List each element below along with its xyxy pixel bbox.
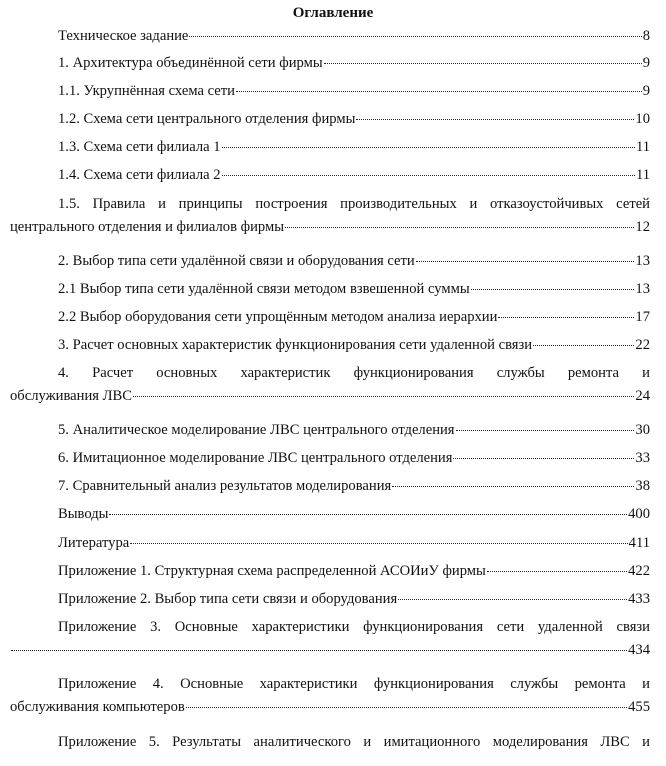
- toc-entry-page: 422: [628, 563, 650, 579]
- dot-leader: [222, 147, 635, 148]
- dot-leader: [324, 63, 642, 64]
- toc-entry-text: обслуживания компьютеров: [10, 699, 185, 715]
- toc-entry[interactable]: [10, 447, 650, 470]
- toc-entry-page: 411: [628, 535, 650, 551]
- toc-entry-page: 434: [628, 642, 650, 658]
- dot-leader: [398, 599, 627, 600]
- dot-leader: [456, 430, 635, 431]
- toc-entry-page: 22: [635, 337, 650, 353]
- toc-entry-text: 6. Имитационное моделирование ЛВС центрального отделения: [58, 450, 453, 466]
- toc-entry[interactable]: [10, 731, 650, 754]
- dot-leader: [222, 175, 635, 176]
- dot-leader: [130, 543, 627, 544]
- page-title: Оглавление: [292, 5, 374, 21]
- toc-entry[interactable]: [10, 532, 650, 555]
- toc-entry-page: 30: [635, 422, 650, 438]
- toc-entry[interactable]: [10, 80, 650, 103]
- toc-entry-first-line: [10, 731, 650, 754]
- toc-entry-page: 33: [635, 450, 650, 466]
- toc-entry-text: 3. Расчет основных характеристик функционирования сети удаленной связи: [58, 337, 533, 353]
- toc-entry[interactable]: [10, 334, 650, 357]
- toc-entry-text: Техническое задание: [58, 28, 189, 44]
- toc-entry-first-line: [10, 362, 650, 385]
- toc-entry[interactable]: [10, 588, 650, 611]
- dot-leader: [416, 261, 635, 262]
- toc-entry[interactable]: [10, 164, 650, 187]
- toc-entry-text: 1.3. Схема сети филиала 1: [58, 139, 221, 155]
- dot-leader: [356, 119, 634, 120]
- toc-entry-page: 12: [635, 219, 650, 235]
- toc-entry-first-line: [10, 673, 650, 696]
- toc-entry[interactable]: [10, 108, 650, 131]
- dot-leader: [133, 396, 634, 397]
- toc-entry-page: 10: [635, 111, 650, 127]
- dot-leader: [453, 458, 634, 459]
- toc-entry-text: 7. Сравнительный анализ результатов моделирования: [58, 478, 392, 494]
- toc-entry-page: 9: [642, 55, 650, 71]
- toc-entry-text-first: Приложение 5. Результаты аналитического и имитационного моделирования ЛВС и: [58, 734, 650, 750]
- toc-entry-first-line: [10, 616, 650, 639]
- dot-leader: [285, 227, 634, 228]
- dot-leader: [186, 707, 627, 708]
- toc-entry-text: центрального отделения и филиалов фирмы: [10, 219, 285, 235]
- toc-entry-page: 13: [635, 253, 650, 269]
- toc-entry-text: 1. Архитектура объединённой сети фирмы: [58, 55, 323, 71]
- toc-entry-text: 1.1. Укрупнённая схема сети: [58, 83, 235, 99]
- toc-entry-first-line: [10, 193, 650, 216]
- toc-entry[interactable]: [10, 503, 650, 526]
- toc-entry[interactable]: [10, 250, 650, 273]
- dot-leader: [498, 317, 634, 318]
- toc-entry-text: Приложение 2. Выбор типа сети связи и оборудования: [58, 591, 398, 607]
- toc-entry[interactable]: [10, 52, 650, 75]
- dot-leader: [11, 650, 627, 651]
- toc-entry-page: 400: [628, 506, 650, 522]
- dot-leader: [109, 514, 627, 515]
- toc-entry[interactable]: [10, 193, 650, 239]
- dot-leader: [533, 345, 634, 346]
- dot-leader: [236, 91, 642, 92]
- toc-entry-text: 1.4. Схема сети филиала 2: [58, 167, 221, 183]
- dot-leader: [471, 289, 635, 290]
- toc-entry-text-first: Приложение 4. Основные характеристики функционирования службы ремонта и: [58, 676, 650, 692]
- toc-entry-text: 2.2 Выбор оборудования сети упрощённым методом анализа иерархии: [58, 309, 498, 325]
- toc-entry-text: 1.2. Схема сети центрального отделения фирмы: [58, 111, 356, 127]
- toc-entry[interactable]: [10, 25, 650, 48]
- toc-entry[interactable]: [10, 475, 650, 498]
- toc-entry-text-first: 1.5. Правила и принципы построения производительных и отказоустойчивых сетей: [58, 196, 650, 212]
- toc-entry-page: 455: [628, 699, 650, 715]
- toc-entry-page: 38: [635, 478, 650, 494]
- toc-entry-page: 13: [635, 281, 650, 297]
- toc-entry-text: 2.1 Выбор типа сети удалённой связи методом взвешенной суммы: [58, 281, 470, 297]
- toc-entry[interactable]: [10, 560, 650, 583]
- toc-entry[interactable]: [10, 362, 650, 408]
- toc-entry-page: 9: [642, 83, 650, 99]
- toc-entry-page: 11: [635, 167, 650, 183]
- toc-entry-page: 24: [635, 388, 650, 404]
- toc-entry-text: обслуживания ЛВС: [10, 388, 133, 404]
- toc-entry-text: Литература: [58, 535, 130, 551]
- toc-entry[interactable]: [10, 136, 650, 159]
- dot-leader: [392, 486, 634, 487]
- toc-entry[interactable]: [10, 616, 650, 662]
- toc-entry-page: 433: [628, 591, 650, 607]
- toc-entry[interactable]: [10, 306, 650, 329]
- toc-entry-page: 11: [635, 139, 650, 155]
- toc-entry-text-first: Приложение 3. Основные характеристики функционирования сети удаленной связи: [58, 619, 650, 635]
- toc-entry-text: Выводы: [58, 506, 109, 522]
- toc-entry[interactable]: [10, 419, 650, 442]
- dot-leader: [487, 571, 627, 572]
- toc-entry[interactable]: [10, 673, 650, 719]
- toc-entry-text: Приложение 1. Структурная схема распределенной АСОИиУ фирмы: [58, 563, 486, 579]
- dot-leader: [189, 36, 641, 37]
- toc-entry-page: 8: [642, 28, 650, 44]
- toc-entry-text: 2. Выбор типа сети удалённой связи и оборудования сети: [58, 253, 415, 269]
- toc-entry-page: 17: [635, 309, 650, 325]
- toc-entry[interactable]: [10, 278, 650, 301]
- toc-entry-text: 5. Аналитическое моделирование ЛВС центрального отделения: [58, 422, 455, 438]
- toc-entry-text-first: 4. Расчет основных характеристик функционирования службы ремонта и: [58, 365, 650, 381]
